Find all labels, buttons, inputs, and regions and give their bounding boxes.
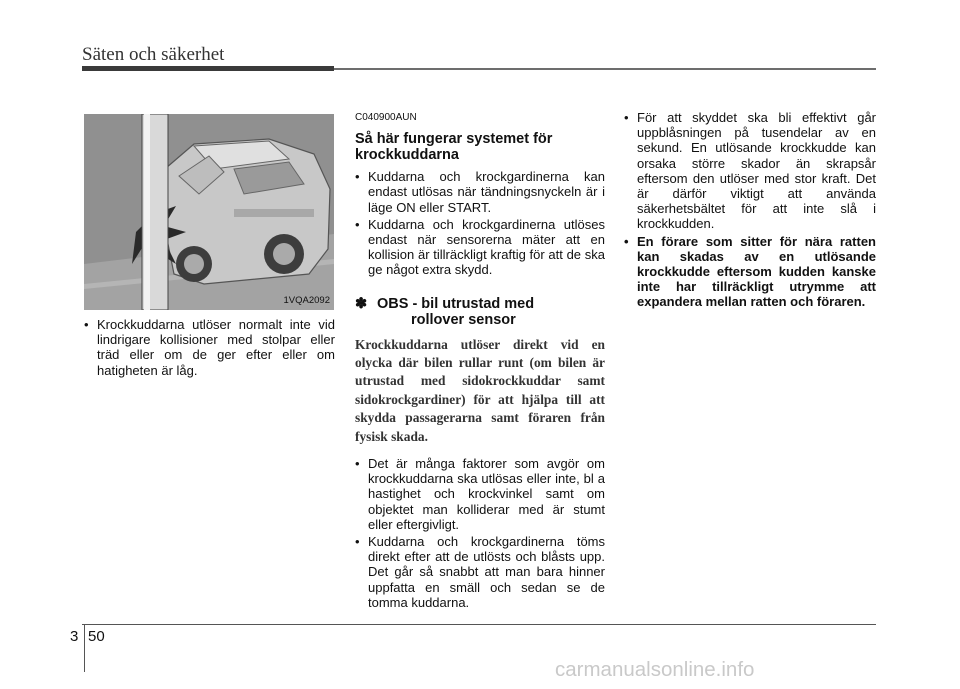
list-item-text: För att skyddet ska bli effektivt går uppblåsningen på tusendelar av en sekund. En utlösande krockkudde kan orsaka större skador än skrapsår eftersom den utlöser med stor kraft. Det är därför viktigt att använda säkerhetsbältet för att inte slå i krockkudden.: [637, 110, 876, 232]
list-item: [355, 217, 605, 278]
bullet-icon: •: [355, 169, 360, 185]
list-item-text: Kuddarna och krockgardinerna kan endast utlösas när tändningsnyckeln är i läge ON eller START.: [368, 169, 605, 215]
header-rule-dark: [82, 66, 334, 71]
column-3: [624, 110, 876, 312]
list-item: [624, 110, 876, 232]
car-crash-into-pole-illustration: [84, 114, 334, 310]
list-item: [355, 169, 605, 215]
figure-label: 1VQA2092: [283, 295, 330, 306]
header-rule-light: [334, 68, 876, 70]
list-item-text: Kuddarna och krockgardinerna utlöses endast när sensorerna mäter att en kollision är tillräckligt kraftig för att de ska ge något extra skydd.: [368, 216, 605, 278]
page-number: 50: [88, 628, 105, 645]
list-item-text: Kuddarna och krockgardinerna töms direkt efter att de utlösts och blåsts upp. Det går så snabbt att man bara hinner uppfatta en smäll och sedan se de tomma kuddarna.: [368, 534, 605, 610]
bullet-icon: •: [624, 233, 629, 249]
obs-heading-line2: rollover sensor: [411, 311, 516, 328]
bullet-icon: •: [355, 534, 360, 550]
section-code: C040900AUN: [355, 112, 417, 123]
list-item: [84, 317, 335, 378]
page-header-title: Säten och säkerhet: [82, 44, 225, 65]
footer-separator: [84, 624, 85, 672]
list-item-text: En förare som sitter för nära ratten kan skadas av en utlösande krockkudde eftersom kudden kanske inte har tillräckligt utrymme att expandera mellan ratten och föraren.: [637, 233, 876, 310]
footer-rule: [82, 624, 876, 625]
bullet-icon: •: [355, 216, 360, 232]
obs-heading: [355, 296, 605, 328]
chapter-number: 3: [70, 628, 79, 645]
crash-illustration: [84, 114, 334, 310]
bullet-icon: •: [355, 456, 360, 472]
list-item-text: Krockkuddarna utlöser normalt inte vid lindrigare kollisioner med stolpar eller träd eller om de ger efter eller om hatigheten är låg.: [97, 317, 335, 378]
list-item: [355, 456, 605, 532]
bullet-icon: •: [84, 317, 89, 332]
watermark: carmanualsonline.info: [555, 658, 755, 681]
list-item-text: Det är många faktorer som avgör om krockkuddarna ska utlösas eller inte, bl a hastighet och krockvinkel samt om objektet man kolliderar med är stumt eller eftergivligt.: [368, 456, 605, 532]
list-item: [355, 534, 605, 610]
obs-text: Krockkuddarna utlöser direkt vid en olycka där bilen rullar runt (om bilen är utrustad med sidokrockkuddar samt sidokrockgardiner) för att hjälpa till att skydda passagerarna samt föraren från fysisk skada.: [355, 336, 605, 444]
section-heading: Så här fungerar systemet för krockkuddarna: [355, 131, 553, 164]
column-1: [84, 317, 335, 380]
bullet-icon: •: [624, 110, 629, 125]
asterisk-icon: ✽: [355, 295, 368, 312]
column-2: [355, 110, 605, 612]
list-item-warning: [624, 234, 876, 310]
obs-heading-line1: OBS - bil utrustad med: [377, 295, 535, 312]
